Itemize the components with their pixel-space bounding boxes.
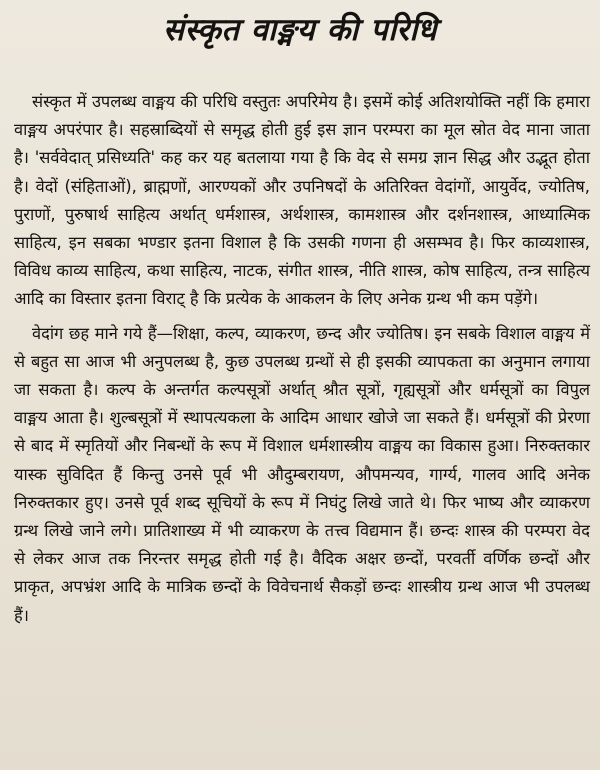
body-text xyxy=(14,88,590,630)
page-title: संस्कृत वाङ्मय की परिधि xyxy=(163,12,437,48)
paragraph-1: संस्कृत में उपलब्ध वाङ्मय की परिधि वस्तुतः अपरिमेय है। इसमें कोई अतिशयोक्ति नहीं कि हमारा वाङ्मय अपरंपार है। सहस्राब्दियों से समृद्ध होती हुई इस ज्ञान परम्परा का मूल स्रोत वेद माना जाता है। 'सर्ववेदात् प्रसिध्यति' कह कर यह बतलाया गया है कि वेद से समग्र ज्ञान सिद्ध और उद्भूत होता है। वेदों (संहिताओं), ब्राह्मणों, आरण्यकों और उपनिषदों के अतिरिक्त वेदांगों, आयुर्वेद, ज्योतिष, पुराणों, पुरुषार्थ साहित्य अर्थात् धर्मशास्त्र, अर्थशास्त्र, कामशास्त्र और दर्शनशास्त्र, आध्यात्मिक साहित्य, इन सबका भण्डार इतना विशाल है कि उसकी गणना ही असम्भव है। फिर काव्यशास्त्र, विविध काव्य साहित्य, कथा साहित्य, नाटक, संगीत शास्त्र, नीति शास्त्र, कोष साहित्य, तन्त्र साहित्य आदि का विस्तार इतना विराट् है कि प्रत्येक के आकलन के लिए अनेक ग्रन्थ भी कम पड़ेंगे। xyxy=(14,92,590,309)
paragraph-2: वेदांग छह माने गये हैं—शिक्षा, कल्प, व्याकरण, छन्द और ज्योतिष। इन सबके विशाल वाङ्मय में से बहुत सा आज भी अनुपलब्ध है, कुछ उपलब्ध ग्रन्थों से ही इसकी व्यापकता का अनुमान लगाया जा सकता है। कल्प के अन्तर्गत कल्पसूत्रों अर्थात् श्रौत सूत्रों, गृह्यसूत्रों और धर्मसूत्रों का विपुल वाङ्मय आता है। शुल्बसूत्रों में स्थापत्यकला के आदिम आधार खोजे जा सकते हैं। धर्मसूत्रों की प्रेरणा से बाद में स्मृतियों और निबन्धों के रूप में विशाल धर्मशास्त्रीय वाङ्मय का विकास हुआ। निरुक्तकार यास्क सुविदित हैं किन्तु उनसे पूर्व भी औदुम्बरायण, औपमन्यव, गार्ग्य, गालव आदि अनेक निरुक्तकार हुए। उनसे पूर्व शब्द सूचियों के रूप में निघंटु लिखे जाते थे। फिर भाष्य और व्याकरण ग्रन्थ लिखे जाने लगे। प्रातिशाख्य में भी व्याकरण के तत्त्व विद्यमान हैं। छन्दः शास्त्र की परम्परा वेद से लेकर आज तक निरन्तर समृद्ध होती गई है। वैदिक अक्षर छन्दों, परवर्ती वर्णिक छन्दों और प्राकृत, अपभ्रंश आदि के मात्रिक छन्दों के विवेचनार्थ सैकड़ों छन्दः शास्त्रीय ग्रन्थ आज भी उपलब्ध हैं। xyxy=(14,323,590,625)
